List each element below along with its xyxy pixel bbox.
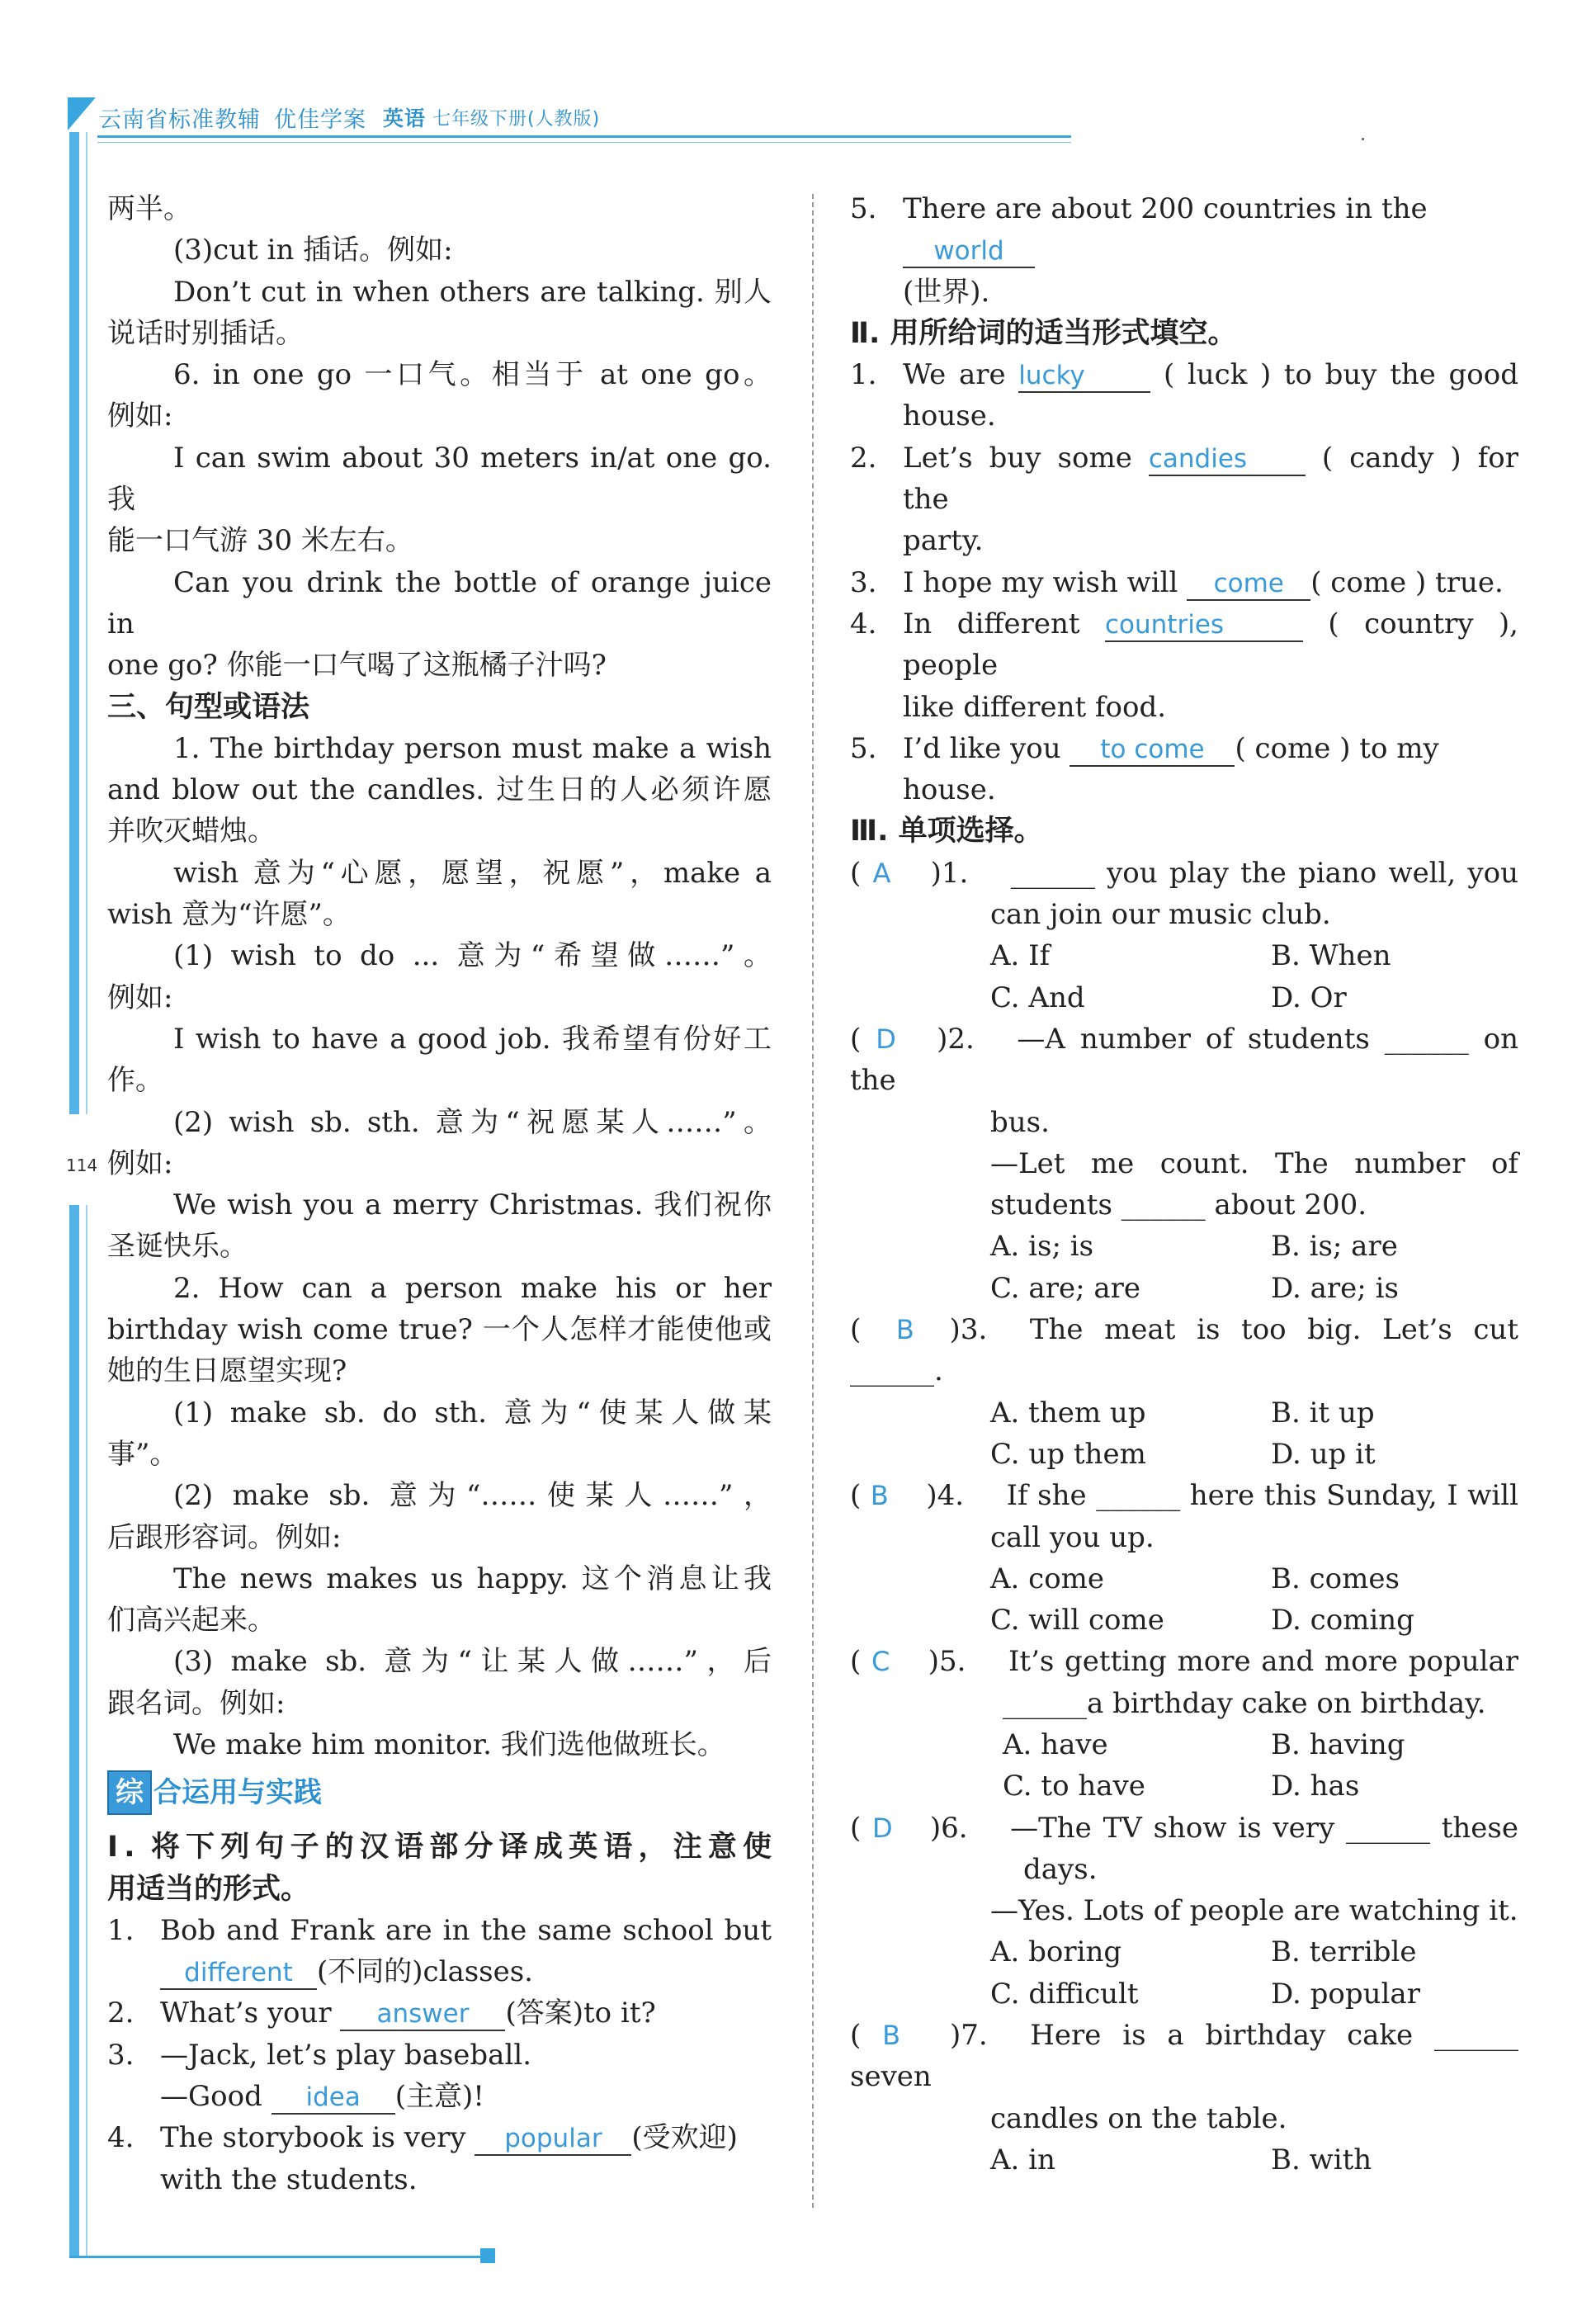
question-text: ( come ) to my house. [903,731,1439,807]
question-text: (受欢迎) [631,2121,738,2155]
question-line [903,354,1518,395]
answer-choice[interactable]: B [882,2020,901,2052]
option[interactable]: D. popular [1271,1977,1420,2011]
question-text: house. [903,399,996,433]
option[interactable]: D. has [1271,1770,1360,1803]
question-text: Bob and Frank are in the same school but [160,1913,772,1947]
question-line [903,562,1518,603]
question-4 [107,2117,772,2158]
side-bar-thin-top [86,132,87,1114]
header-corner-mark [68,97,96,130]
option[interactable]: A. in [990,2143,1055,2176]
question-line [160,1992,772,2034]
answer-choice[interactable]: D [872,1812,893,1844]
question-text: (主意)! [394,2080,484,2114]
question-text: I’d like you [903,731,1061,765]
question-text: (世界). [903,275,990,309]
question-number: 1. [107,1913,135,1947]
answer-blank[interactable]: to come [1070,734,1235,767]
text-line: Don’t cut in when others are talking. 别人 [173,275,772,309]
mc-stem-line: ( B )7. Here is a birthday cake ______ seven [850,2015,1518,2098]
question-3 [107,2035,772,2076]
option[interactable]: D. up it [1271,1437,1376,1471]
subject-label: 英语 [383,106,427,130]
question-1-line2 [107,1951,772,1992]
question-text: —Yes. Lots of people are watching it. [990,1894,1518,1928]
question-text: ( country ), people [903,607,1518,683]
mc-question-6 [850,1808,1518,2015]
question-text: We are [903,358,1006,392]
text-line: 1. The birthday person must make a wish [173,731,772,765]
option[interactable]: B. comes [1271,1562,1400,1595]
question-text: can join our music club. [990,898,1331,932]
text-line: and blow out the candles. 过生日的人必须许愿 [107,773,772,807]
question-text: It’s getting more and more popular [1008,1645,1519,1679]
text-line: wish 意为“心愿，愿望，祝愿”，make a [173,856,772,890]
option[interactable]: C. to have [1003,1770,1145,1803]
question-text: ( candy ) for the [903,441,1518,517]
header-rule [97,135,1071,138]
option[interactable]: A. have [1003,1727,1108,1761]
question-number: 2. [850,441,877,475]
question-text: party. [903,524,984,558]
part2-item [850,354,1518,437]
question-number: 4. [107,2121,135,2155]
option[interactable]: C. are; are [990,1271,1140,1305]
question-text: There are about 200 countries in the [903,192,1428,225]
question-text: ______ you play the piano well, you [1010,856,1518,890]
text-line: 例如: [107,1146,173,1180]
options-row [850,1268,1518,1309]
right-column [850,188,1518,2181]
text-line: 能一口气游 30 米左右。 [107,524,413,558]
text-line: 圣诞快乐。 [107,1230,248,1264]
page-number: 114 [66,1156,98,1175]
options-row [850,1931,1518,1973]
question-text: students ______ about 200. [990,1189,1367,1222]
question-number: 5. [850,192,877,225]
mc-stem-line: ( D )2. —A number of students ______ on the [850,1018,1518,1102]
mc-stem-line: ( B )3. The meat is too big. Let’s cut ______. [850,1309,1518,1392]
question-text: (答案)to it? [505,1997,656,2030]
mc-question-5 [850,1641,1518,1807]
question-text: The meat is too big. Let’s cut ______. [850,1313,1518,1388]
column-divider [812,194,814,2208]
options-row [850,1765,1518,1807]
question-text: —The TV show is very ______ these [1010,1811,1518,1845]
page-header [99,101,600,134]
options-row [850,1724,1518,1765]
question-text: The storybook is very [160,2121,466,2155]
part2-item [850,603,1518,728]
question-5 [850,188,1518,272]
option[interactable]: A. is; is [990,1230,1094,1264]
option[interactable]: A. boring [990,1935,1122,1969]
question-text: —Good [160,2080,262,2114]
footer-rule [69,2256,490,2258]
option[interactable]: D. are; is [1271,1271,1399,1305]
options-row [850,977,1518,1018]
text-line: 作。 [107,1064,163,1098]
option[interactable]: B. having [1271,1727,1405,1761]
question-number: 5. [850,731,877,765]
question-number: 1. [850,358,877,392]
question-text: —Jack, let’s play baseball. [160,2038,532,2072]
question-text: days. [1023,1852,1098,1886]
part2-item [850,562,1518,603]
answer-choice[interactable]: C [871,1646,890,1678]
section-title: 合运用与实践 [153,1776,322,1810]
part1-title: Ⅰ. 将下列句子的汉语部分译成英语，注意使 [107,1831,772,1864]
answer-blank[interactable]: come [1187,568,1310,601]
option[interactable]: B. it up [1271,1396,1375,1430]
question-1 [107,1910,772,1951]
question-text: In different [903,607,1080,640]
question-text: with the students. [160,2162,418,2196]
question-text: Let’s buy some [903,441,1132,475]
speck [1362,138,1364,140]
text-line: 们高兴起来。 [107,1604,276,1638]
question-3-line2 [107,2076,772,2117]
text-line: I wish to have a good job. 我希望有份好工 [173,1022,772,1056]
option[interactable]: B. is; are [1271,1230,1398,1264]
section-heading: 三、句型或语法 [107,690,310,724]
mc-stem-line: ( B )4. If she ______ here this Sunday, I will [850,1475,1518,1516]
question-text: I hope my wish will [903,565,1178,599]
options-row [850,1434,1518,1475]
option[interactable]: C. difficult [990,1977,1139,2011]
option[interactable]: B. terrible [1271,1935,1417,1969]
practice-section-banner [107,1770,772,1815]
answer-blank[interactable]: candies [1149,443,1306,476]
side-bar-thin-bottom [86,1205,87,2257]
question-text: —A number of students ______ on the [850,1022,1519,1098]
option[interactable]: A. If [990,939,1051,973]
question-line [903,603,1518,687]
option[interactable]: A. them up [990,1396,1146,1430]
question-number: 4. [937,1479,965,1513]
answer-blank[interactable]: countries [1105,609,1303,642]
text-line: 后跟形容词。例如: [107,1520,342,1554]
text-line: I can swim about 30 meters in/at one go. 我 [107,441,772,517]
text-line: We wish you a merry Christmas. 我们祝你 [173,1189,772,1222]
option[interactable]: B. with [1271,2143,1372,2176]
question-text: —Let me count. The number of [990,1146,1518,1180]
text-line: birthday wish come true? 一个人怎样才能使他或 [107,1313,772,1347]
question-number: 2. [947,1022,975,1056]
answer-blank[interactable]: lucky [1018,360,1150,393]
question-text: ______a birthday cake on birthday. [1003,1686,1486,1720]
question-text: If she ______ here this Sunday, I will [1006,1479,1518,1513]
text-line: wish 意为“许愿”。 [107,898,351,932]
text-line: 两半。 [107,192,191,225]
question-line [160,2117,772,2158]
answer-blank[interactable]: popular [475,2123,631,2156]
options-row [850,1226,1518,1267]
option[interactable]: C. And [990,981,1085,1014]
option[interactable]: B. When [1271,939,1391,973]
question-text: bus. [990,1105,1050,1139]
question-text: call you up. [990,1520,1155,1554]
part3-title: Ⅲ. 单项选择。 [850,815,1043,848]
question-number: 1. [941,856,969,890]
options-row [850,1973,1518,2015]
question-number: 3. [850,565,877,599]
side-bar-bottom [69,1205,79,2257]
part2-title: Ⅱ. 用所给词的适当形式填空。 [850,316,1237,350]
part2-item [850,437,1518,562]
text-line: (2) make sb. 意为“……使某人……”， [173,1479,772,1513]
options-row [850,935,1518,976]
option[interactable]: D. Or [1271,981,1347,1014]
footer-square [480,2248,495,2263]
mc-question-3 [850,1309,1518,1475]
question-2 [107,1992,772,2034]
question-number: 4. [850,607,877,640]
grade-label: 七年级下册(人教版) [432,108,601,130]
question-text: (不同的)classes. [317,1955,533,1989]
mc-question-4 [850,1475,1518,1641]
question-text: ( come ) true. [1310,565,1504,599]
text-line: (2) wish sb. sth. 意为“祝愿某人……”。 [173,1105,772,1139]
question-text: ( luck ) to buy the good [1163,358,1519,392]
question-number: 3. [960,1313,988,1347]
part1-title-cont: 用适当的形式。 [107,1872,310,1906]
question-line [903,188,1518,272]
text-line: 例如: [107,399,173,433]
text-line: 说话时别插话。 [107,316,304,350]
text-line: (1) make sb. do sth. 意为“使某人做某 [173,1396,772,1430]
left-column [107,188,772,2200]
text-line: The news makes us happy. 这个消息让我 [173,1562,772,1595]
question-number: 3. [107,2038,135,2072]
text-line: (1) wish to do ... 意为“希望做……”。 [173,939,772,973]
question-text: like different food. [903,690,1167,724]
answer-blank[interactable]: different [160,1957,317,1990]
answer-choice[interactable]: B [870,1480,889,1512]
text-line: (3)cut in 插话。例如: [173,234,453,267]
question-text: candles on the table. [990,2101,1287,2135]
text-line: 2. How can a person make his or her [173,1271,772,1305]
mc-stem-line: ( A )1. ______ you play the piano well, you [850,853,1518,894]
text-line: 事”。 [107,1437,178,1471]
mc-question-7 [850,2015,1518,2181]
mc-question-2 [850,1018,1518,1309]
text-line: 6. in one go 一口气。相当于 at one go。 [173,358,772,392]
text-line: 例如: [107,981,173,1014]
options-row [850,1558,1518,1600]
text-line: 她的生日愿望实现? [107,1354,347,1388]
question-number: 7. [961,2019,988,2053]
mc-question-1 [850,853,1518,1018]
answer-choice[interactable]: A [872,857,891,889]
options-row [850,2139,1518,2181]
question-number: 6. [941,1811,968,1845]
option[interactable]: D. coming [1271,1604,1414,1638]
text-line: (3) make sb. 意为“让某人做……”，后 [173,1645,772,1679]
mc-stem-line: ( D )6. —The TV show is very ______ these [850,1808,1518,1849]
header-rule-thin [97,142,1071,143]
option[interactable]: C. will come [990,1604,1164,1638]
question-number: 5. [938,1645,966,1679]
section-badge-icon: 综 [107,1770,152,1815]
answer-blank[interactable]: answer [340,1998,505,2031]
text-line: We make him monitor. 我们选他做班长。 [173,1727,725,1761]
text-line: Can you drink the bottle of orange juice in [107,565,772,640]
options-row [850,1392,1518,1434]
answer-choice[interactable]: B [895,1314,914,1346]
mc-stem-line: ( C )5. It’s getting more and more popular [850,1641,1518,1682]
series-subtitle: 优佳学案 [274,106,366,133]
question-text: What’s your [160,1997,332,2030]
answer-blank[interactable]: idea [272,2082,395,2115]
side-bar-top [69,132,79,1114]
options-row [850,1600,1518,1641]
question-line [903,437,1518,521]
question-text: Here is a birthday cake ______ seven [850,2019,1518,2094]
text-line: 跟名词。例如: [107,1686,286,1720]
text-line: one go? 你能一口气喝了这瓶橘子汁吗? [107,649,607,683]
option[interactable]: A. come [990,1562,1105,1595]
question-number: 2. [107,1997,135,2030]
text-line: 并吹灭蜡烛。 [107,815,276,848]
question-line [903,728,1518,811]
part2-item [850,728,1518,811]
series-title: 云南省标准教辅 [99,106,261,133]
answer-choice[interactable]: D [876,1023,896,1055]
answer-blank[interactable]: world [903,235,1035,268]
option[interactable]: C. up them [990,1437,1146,1471]
